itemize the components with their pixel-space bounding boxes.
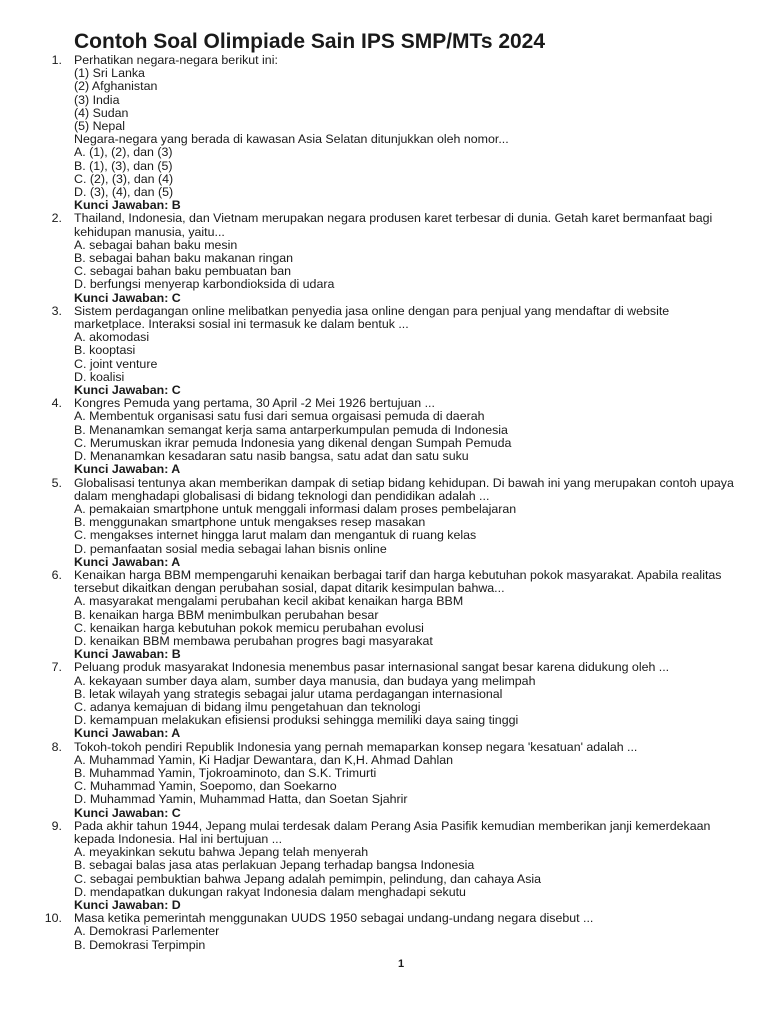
question-number: 6.: [51, 567, 62, 582]
question-text: Perhatikan negara-negara berikut ini:: [74, 53, 278, 67]
answer-key: Kunci Jawaban: C: [74, 805, 181, 820]
answer-option: A. kekayaan sumber daya alam, sumber daya manusia, dan budaya yang melimpah: [74, 673, 536, 688]
answer-options: [74, 503, 738, 556]
answer-option: C. mengakses internet hingga larut malam dan mengantuk di ruang kelas: [74, 528, 477, 543]
answer-option: D. koalisi: [74, 369, 125, 384]
question-text: Globalisasi tentunya akan memberikan dampak di setiap bidang kehidupan. Di bawah ini yang merupakan contoh upaya dalam menghadapi globalisasi di bidang teknologi dan pendidikan adalah ...: [74, 475, 734, 503]
answer-option: B. sebagai balas jasa atas perlakuan Jepang terhadap bangsa Indonesia: [74, 858, 475, 873]
answer-option: B. sebagai bahan baku makanan ringan: [74, 251, 294, 266]
question-number: 3.: [51, 303, 62, 318]
answer-key: Kunci Jawaban: D: [74, 898, 181, 912]
answer-option: D. pemanfaatan sosial media sebagai lahan bisnis online: [74, 541, 387, 556]
answer-option: A. pemakaian smartphone untuk menggali informasi dalam proses pembelajaran: [74, 501, 517, 516]
answer-option: C. adanya kemajuan di bidang ilmu pengetahuan dan teknologi: [74, 699, 421, 714]
answer-option: B. Muhammad Yamin, Tjokroaminoto, dan S.K. Trimurti: [74, 765, 377, 780]
question-number: 2.: [51, 211, 62, 226]
question-item: [38, 305, 738, 397]
question-text: Kongres Pemuda yang pertama, 30 April -2 Mei 1926 bertujuan ...: [74, 396, 435, 411]
answer-option: C. Merumuskan ikrar pemuda Indonesia yang dikenal dengan Sumpah Pemuda: [74, 435, 512, 450]
answer-option: A. akomodasi: [74, 330, 150, 345]
question-item: [38, 477, 738, 569]
answer-options: [74, 410, 738, 463]
question-number: 1.: [51, 53, 62, 67]
question-number: 4.: [51, 396, 62, 411]
answer-options: [74, 925, 738, 951]
answer-option: D. berfungsi menyerap karbondioksida di udara: [74, 277, 335, 292]
answer-option: D. mendapatkan dukungan rakyat Indonesia dalam menghadapi sekutu: [74, 884, 466, 899]
answer-key: Kunci Jawaban: A: [74, 726, 181, 741]
answer-option: A. sebagai bahan baku mesin: [74, 237, 238, 252]
question-item: [38, 820, 738, 912]
answer-option: C. sebagai pembuktian bahwa Jepang adalah pemimpin, pelindung, dan cahaya Asia: [74, 871, 542, 886]
answer-options: [74, 675, 738, 728]
answer-options: [74, 239, 738, 292]
question-text: Tokoh-tokoh pendiri Republik Indonesia yang pernah memaparkan konsep negara 'kesatuan' adalah ...: [74, 739, 638, 754]
answer-options: [74, 846, 738, 899]
statement-item: (1) Sri Lanka: [74, 66, 145, 81]
answer-options: [74, 754, 738, 807]
question-item: [38, 569, 738, 661]
answer-option: B. Demokrasi Terpimpin: [74, 937, 206, 952]
answer-key: Kunci Jawaban: C: [74, 290, 181, 305]
answer-option: C. Muhammad Yamin, Soepomo, dan Soekarno: [74, 779, 337, 794]
statement-item: (5) Nepal: [74, 119, 125, 134]
answer-options: [74, 595, 738, 648]
question-prompt: Negara-negara yang berada di kawasan Asia Selatan ditunjukkan oleh nomor...: [74, 132, 509, 147]
question-text: Masa ketika pemerintah menggunakan UUDS 1950 sebagai undang-undang negara disebut ...: [74, 911, 594, 926]
answer-key: Kunci Jawaban: C: [74, 383, 181, 398]
answer-option: C. (2), (3), dan (4): [74, 171, 174, 186]
question-number: 7.: [51, 660, 62, 675]
answer-option: C. joint venture: [74, 356, 158, 371]
statement-item: (2) Afghanistan: [74, 79, 158, 94]
answer-option: C. kenaikan harga kebutuhan pokok memicu perubahan evolusi: [74, 620, 424, 635]
answer-option: A. masyarakat mengalami perubahan kecil akibat kenaikan harga BBM: [74, 594, 464, 609]
answer-option: A. (1), (2), dan (3): [74, 145, 173, 160]
answer-option: D. (3), (4), dan (5): [74, 185, 174, 200]
answer-key: Kunci Jawaban: A: [74, 462, 181, 477]
question-item: [38, 741, 738, 820]
answer-key: Kunci Jawaban: B: [74, 647, 181, 662]
question-number: 8.: [51, 739, 62, 754]
answer-option: B. kenaikan harga BBM menimbulkan perubahan besar: [74, 607, 379, 622]
answer-option: B. letak wilayah yang strategis sebagai jalur utama perdagangan internasional: [74, 686, 503, 701]
page-number: 1: [397, 958, 405, 970]
question-number: 9.: [51, 818, 62, 833]
question-text: Sistem perdagangan online melibatkan penyedia jasa online dengan para penjual yang mendaftar di website marketplace. Interaksi sosial ini termasuk ke dalam bentuk ...: [74, 303, 670, 332]
answer-option: D. Muhammad Yamin, Muhammad Hatta, dan Soetan Sjahrir: [74, 792, 408, 807]
answer-option: A. Demokrasi Parlementer: [74, 924, 220, 939]
question-number: 5.: [51, 475, 62, 490]
question-item: [38, 212, 738, 304]
answer-option: B. (1), (3), dan (5): [74, 158, 173, 173]
statement-item: (4) Sudan: [74, 105, 129, 120]
answer-option: C. sebagai bahan baku pembuatan ban: [74, 264, 292, 279]
answer-option: D. kemampuan melakukan efisiensi produksi sehingga memiliki daya saing tinggi: [74, 713, 519, 728]
answer-key: Kunci Jawaban: A: [74, 554, 181, 569]
question-item: [38, 54, 738, 212]
question-text: Kenaikan harga BBM mempengaruhi kenaikan berbagai tarif dan harga kebutuhan pokok masyarakat. Apabila realitas tersebut dikaitkan dengan perubahan sosial, dapat ditarik kesimpulan bahwa...: [74, 567, 722, 596]
question-list: [38, 54, 738, 952]
answer-options: [74, 331, 738, 384]
answer-option: A. Membentuk organisasi satu fusi dari semua orgaisasi pemuda di daerah: [74, 409, 485, 424]
question-text: Peluang produk masyarakat Indonesia menembus pasar internasional sangat besar karena didukung oleh ...: [74, 660, 670, 675]
question-text: Pada akhir tahun 1944, Jepang mulai terdesak dalam Perang Asia Pasifik kemudian memberikan janji kemerdekaan kepada Indonesia. Hal ini bertujuan ...: [74, 818, 711, 846]
answer-option: B. kooptasi: [74, 343, 136, 358]
answer-options: [74, 146, 738, 199]
question-item: [38, 397, 738, 476]
question-item: [38, 661, 738, 740]
answer-option: B. Menanamkan semangat kerja sama antarperkumpulan pemuda di Indonesia: [74, 422, 508, 437]
document-title: Contoh Soal Olimpiade Sain IPS SMP/MTs 2024: [74, 30, 546, 53]
answer-option: B. menggunakan smartphone untuk mengakses resep masakan: [74, 515, 426, 530]
answer-option: D. kenaikan BBM membawa perubahan progres bagi masyarakat: [74, 633, 433, 648]
statement-item: (3) India: [74, 92, 120, 107]
question-number: 10.: [44, 911, 62, 926]
answer-key: Kunci Jawaban: B: [74, 198, 181, 213]
answer-option: A. meyakinkan sekutu bahwa Jepang telah menyerah: [74, 845, 369, 860]
answer-option: A. Muhammad Yamin, Ki Hadjar Dewantara, dan K,H. Ahmad Dahlan: [74, 752, 454, 767]
question-statement-list: [74, 67, 738, 133]
question-text: Thailand, Indonesia, dan Vietnam merupakan negara produsen karet terbesar di dunia. Getah karet bermanfaat bagi kehidupan manusia, yaitu...: [74, 211, 713, 239]
answer-option: D. Menanamkan kesadaran satu nasib bangsa, satu adat dan satu suku: [74, 449, 469, 464]
question-item: [38, 912, 738, 952]
